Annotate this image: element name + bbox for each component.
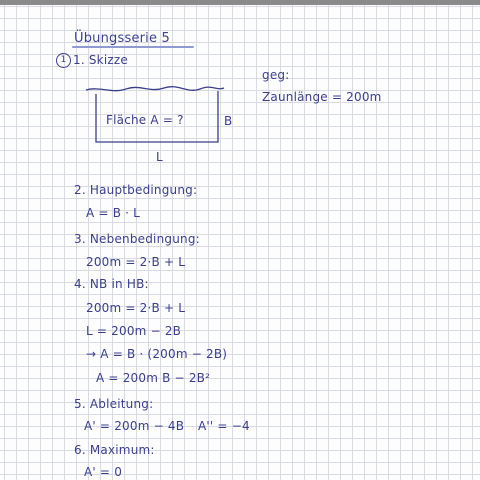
main-condition-equation: A = B · L xyxy=(86,206,141,220)
sketch-length-label: L xyxy=(156,150,163,164)
sketch-width-label: B xyxy=(224,114,233,128)
step-3-heading: 3. Nebenbedingung: xyxy=(74,232,200,246)
maximum-condition: A' = 0 xyxy=(84,465,123,479)
substitution-equation-2: L = 200m − 2B xyxy=(86,324,182,338)
substitution-equation-1: 200m = 2·B + L xyxy=(86,301,186,315)
step-5-heading: 5. Ableitung: xyxy=(74,397,154,411)
given-fence-length: Zaunlänge = 200m xyxy=(262,90,382,104)
step-1-number-circle: 1 xyxy=(56,53,71,68)
second-derivative: A'' = −4 xyxy=(198,419,250,433)
substitution-equation-3: → A = B · (200m − 2B) xyxy=(86,347,228,361)
given-label: geg: xyxy=(262,68,290,82)
substitution-equation-4: A = 200m B − 2B² xyxy=(96,371,211,385)
step-4-heading: 4. NB in HB: xyxy=(74,277,149,291)
first-derivative: A' = 200m − 4B xyxy=(84,419,185,433)
step-2-heading: 2. Hauptbedingung: xyxy=(74,183,198,197)
step-6-heading: 6. Maximum: xyxy=(74,443,155,457)
step-1-heading: 1. Skizze xyxy=(73,53,128,67)
river-wavy-line xyxy=(86,87,224,91)
side-condition-equation: 200m = 2·B + L xyxy=(86,255,186,269)
page-title: Übungsserie 5 xyxy=(74,31,170,46)
sketch-area-label: Fläche A = ? xyxy=(106,113,184,127)
